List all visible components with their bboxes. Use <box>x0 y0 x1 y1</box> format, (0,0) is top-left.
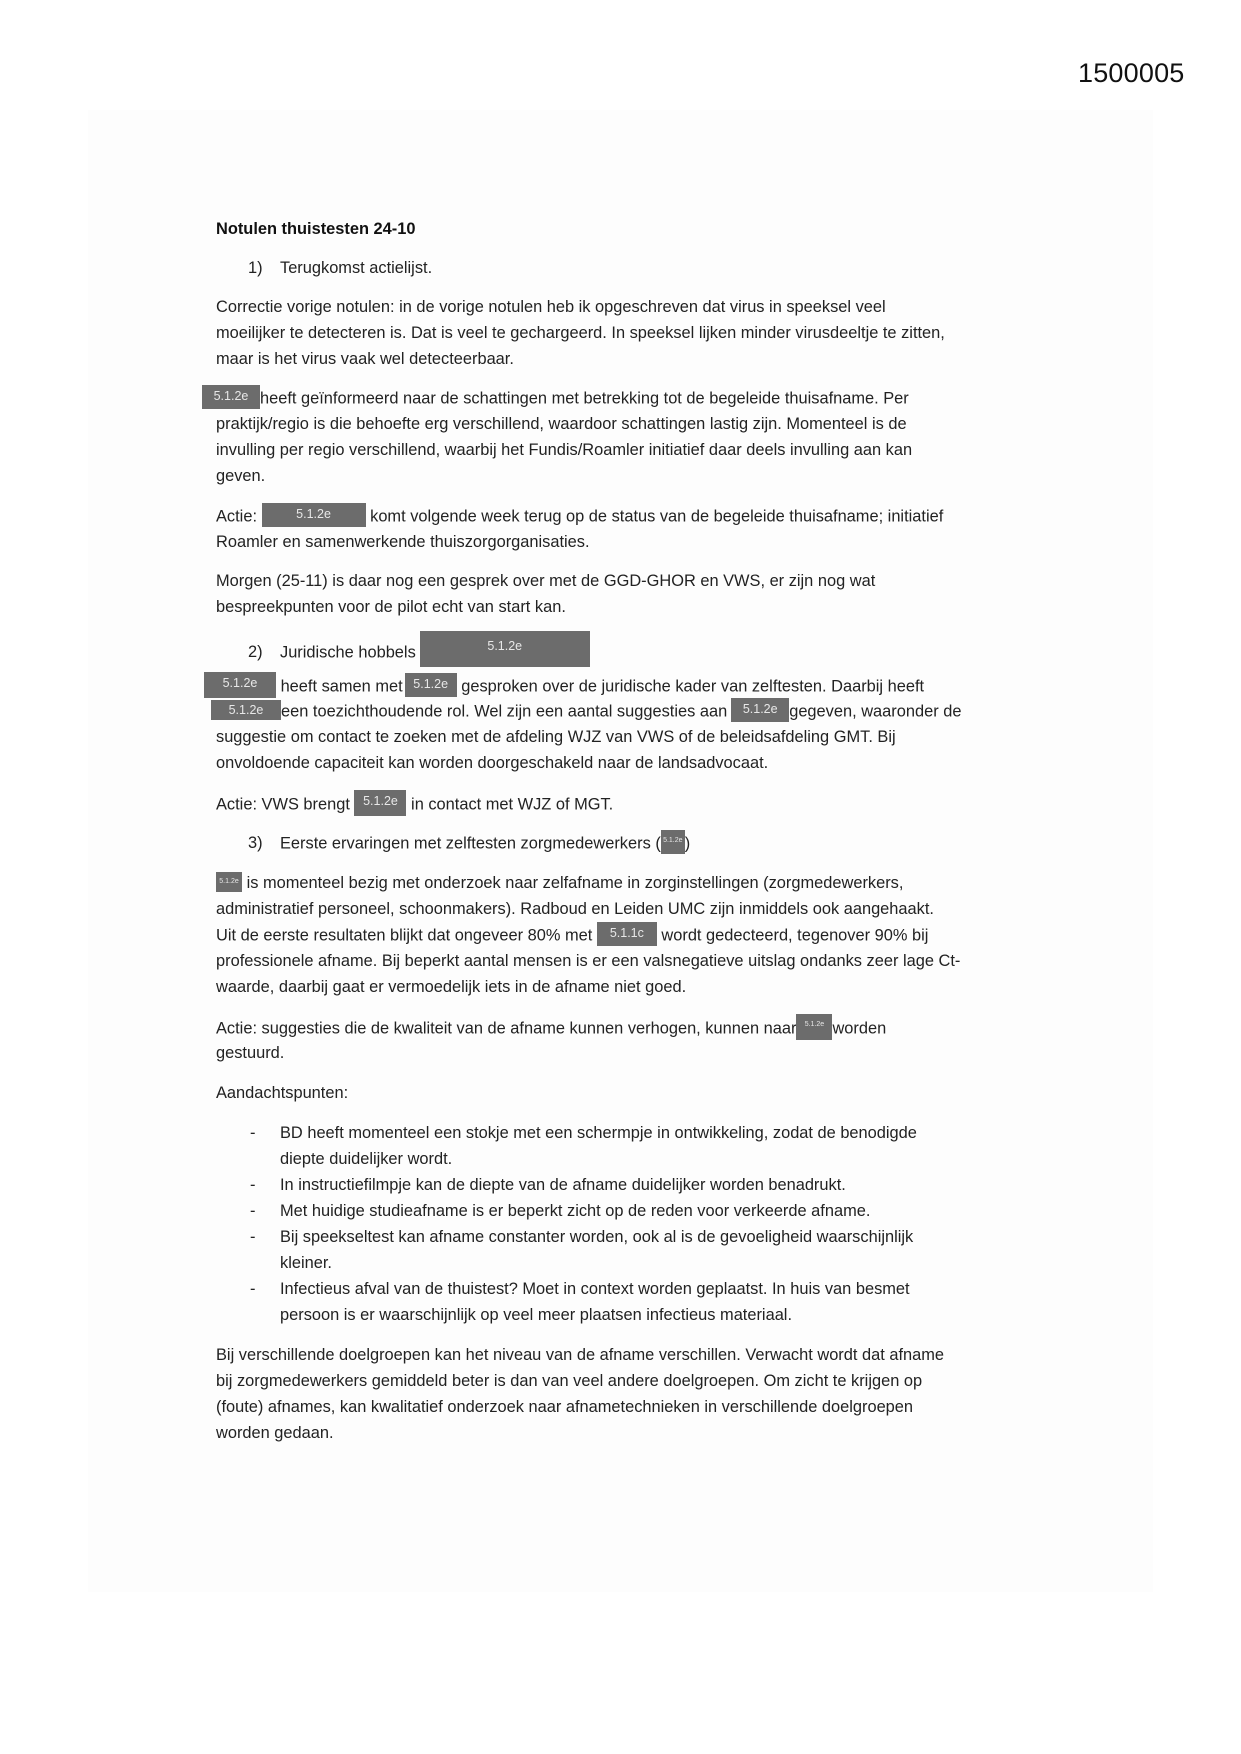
action-line: Actie: 5.1.2e komt volgende week terug op de status van de begeleide thuisafname; initiatief <box>216 505 943 527</box>
redaction-box: 5.1.2e <box>262 503 366 527</box>
paragraph-line: waarde, daarbij gaat er vermoedelijk iets in de afname niet goed. <box>216 978 687 996</box>
redaction-box: 5.1.2e <box>211 700 281 720</box>
redaction-box: 5.1.2e <box>420 631 590 667</box>
paragraph-line: Uit de eerste resultaten blijkt dat ongeveer 80% met 5.1.1c wordt gedecteerd, tegenover 90% bij <box>216 924 928 946</box>
paragraph-line: geven. <box>216 467 266 485</box>
paragraph-line: bespreekpunten voor de pilot echt van start kan. <box>216 598 566 616</box>
paragraph-line: praktijk/regio is die behoefte erg verschillend, waardoor schattingen lastig zijn. Momenteel is de <box>216 415 907 433</box>
paragraph-line: Correctie vorige notulen: in de vorige notulen heb ik opgeschreven dat virus in speeksel veel <box>216 298 886 316</box>
bullet-item: - Met huidige studieafname is er beperkt zicht op de reden voor verkeerde afname. <box>250 1202 871 1220</box>
action-line: Actie: VWS brengt 5.1.2e in contact met WJZ of MGT. <box>216 792 613 814</box>
paragraph-line: moeilijker te detecteren is. Dat is veel te gechargeerd. In speeksel lijken minder virusdeeltje te zitten, <box>216 324 945 342</box>
paragraph-line: maar is het virus vaak wel detecteerbaar. <box>216 350 514 368</box>
bullet-item: - Infectieus afval van de thuistest? Moet in context worden geplaatst. In huis van besmet <box>250 1280 910 1298</box>
section-heading-3: 3) Eerste ervaringen met zelftesten zorgmedewerkers ( 5.1.2e ) <box>248 832 690 854</box>
paragraph-line: (foute) afnames, kan kwalitatief onderzoek naar afnametechnieken in verschillende doelgroepen <box>216 1398 914 1416</box>
paragraph-line: Bij verschillende doelgroepen kan het niveau van de afname verschillen. Verwacht wordt dat afname <box>216 1346 944 1364</box>
section-heading-2: 2) Juridische hobbels 5.1.2e <box>248 635 590 657</box>
redaction-box: 5.1.2e <box>661 830 685 854</box>
paragraph-line: bij zorgmedewerkers gemiddeld beter is dan van veel andere doelgroepen. Om zicht te krijgen op <box>216 1372 923 1390</box>
redaction-box: 5.1.2e <box>405 673 457 697</box>
bullet-continuation: persoon is er waarschijnlijk op veel meer plaatsen infectieus materiaal. <box>280 1306 792 1324</box>
redaction-box: 5.1.2e <box>204 672 276 698</box>
paragraph-line: administratief personeel, schoonmakers). Radboud en Leiden UMC zijn inmiddels ook aangehaakt. <box>216 900 934 918</box>
paragraph-line: professionele afname. Bij beperkt aantal mensen is er een valsnegatieve uitslag ondanks zeer lage Ct- <box>216 952 961 970</box>
paragraph-line: 5.1.2e een toezichthoudende rol. Wel zijn een aantal suggesties aan 5.1.2e gegeven, waaronder de <box>211 700 961 722</box>
bullet-item: - Bij speekseltest kan afname constanter worden, ook al is de gevoeligheid waarschijnlijk <box>250 1228 914 1246</box>
action-line: Actie: suggesties die de kwaliteit van de afname kunnen verhogen, kunnen naar 5.1.2e worden <box>216 1016 886 1038</box>
redaction-box: 5.1.2e <box>216 872 242 892</box>
section-heading-1: 1) Terugkomst actielijst. <box>248 259 433 277</box>
attention-heading: Aandachtspunten: <box>216 1084 349 1102</box>
paragraph-line: gestuurd. <box>216 1044 285 1062</box>
redaction-box: 5.1.2e <box>354 790 406 816</box>
bullet-continuation: diepte duidelijker wordt. <box>280 1150 453 1168</box>
paragraph-line: Roamler en samenwerkende thuiszorgorganisaties. <box>216 533 590 551</box>
bullet-continuation: kleiner. <box>280 1254 332 1272</box>
paragraph-line: Morgen (25-11) is daar nog een gesprek over met de GGD-GHOR en VWS, er zijn nog wat <box>216 572 876 590</box>
paragraph-line: 5.1.2e heeft samen met 5.1.2e gesproken over de juridische kader van zelftesten. Daarbij heeft <box>204 674 924 696</box>
paragraph-line: worden gedaan. <box>216 1424 334 1442</box>
paragraph-line: suggestie om contact te zoeken met de afdeling WJZ van VWS of de beleidsafdeling GMT. Bij <box>216 728 896 746</box>
redaction-box: 5.1.1c <box>597 922 657 946</box>
paragraph-line: 5.1.2e is momenteel bezig met onderzoek naar zelfafname in zorginstellingen (zorgmedewerkers, <box>216 872 903 894</box>
redaction-box: 5.1.2e <box>796 1014 832 1040</box>
document-id: 1500005 <box>1078 58 1185 88</box>
bullet-item: - BD heeft momenteel een stokje met een schermpje in ontwikkeling, zodat de benodigde <box>250 1124 917 1142</box>
redaction-box: 5.1.2e <box>202 385 260 409</box>
paragraph-line: 5.1.2e heeft geïnformeerd naar de schattingen met betrekking tot de begeleide thuisafname. Per <box>202 387 909 409</box>
redaction-box: 5.1.2e <box>731 698 789 722</box>
document-title: Notulen thuistesten 24-10 <box>216 220 416 238</box>
bullet-item: - In instructiefilmpje kan de diepte van de afname duidelijker worden benadrukt. <box>250 1176 846 1194</box>
paragraph-line: invulling per regio verschillend, waarbij het Fundis/Roamler initiatief daar deels invulling aan kan <box>216 441 913 459</box>
paragraph-line: onvoldoende capaciteit kan worden doorgeschakeld naar de landsadvocaat. <box>216 754 769 772</box>
